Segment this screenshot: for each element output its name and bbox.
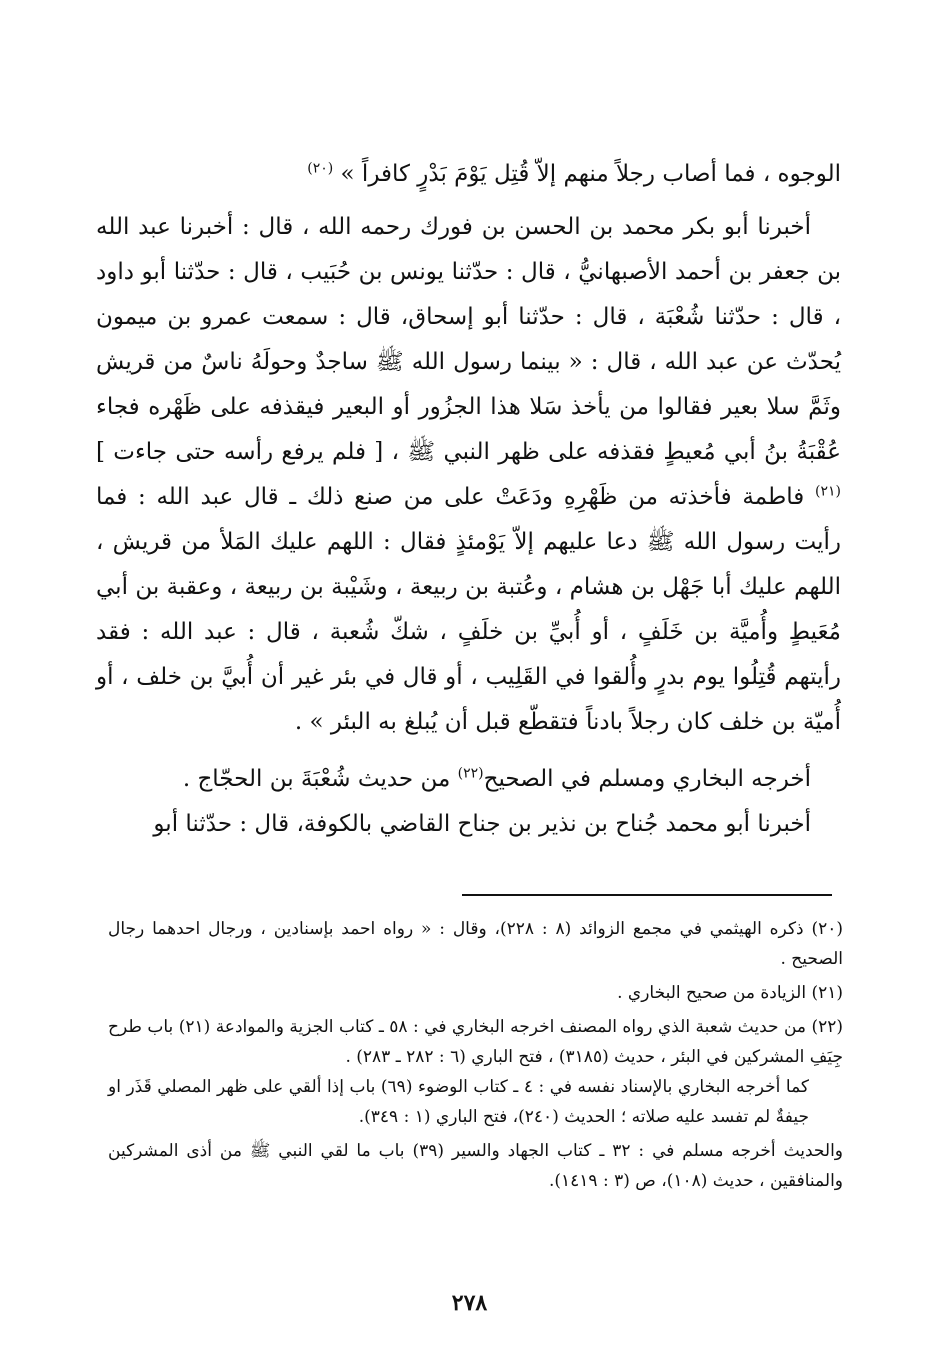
hadith-text-part-1: أخبرنا أبو بكر محمد بن الحسن بن فورك رحمه الله ، قال : أخبرنا عبد الله بن جعفر بن أحمد الأصبهانيُّ ، قال : حدّثنا يونس بن حُبَيب ، قال : حدّثنا أبو داود ، قال : حدّثنا شُعْبَة ، قال : حدّثنا أبو إسحاق، قال : سمعت عمرو بن ميمون يُحدّث عن عبد الله ، قال : « بينما رسول الله ﷺ ساجدٌ وحولَهُ ناسٌ من قريش وثَمَّ سلا بعير فقالوا من يأخذ سَلا هذا الجزُور أو البعير فيقذفه على ظَهْره فجاء عُقْبَةُ بنُ أبي مُعيطٍ فقذفه على ظهر النبي ﷺ ، [ فلم يرفع رأسه حتى جاءت ] [96,214,841,465]
footnote-22-muslim: والحديث أخرجه مسلم في : ٣٢ ـ كتاب الجهاد والسير (٣٩) باب ما لقي النبي ﷺ من أذى المشركين والمنافقين ، حديث (١٠٨)، ص (٣ : ١٤١٩). [108,1141,843,1191]
footnote-22: (٢٢) من حديث شعبة الذي رواه المصنف اخرجه البخاري في : ٥٨ ـ كتاب الجزية والموادعة (٢١) باب طرح جِيَفِ المشركين في البئر ، حديث (٣١٨٥) ، فتح الباري (٦ : ٢٨٢ ـ ٢٨٣) . [108,1017,843,1067]
footnote-20: (٢٠) ذكره الهيثمي في مجمع الزوائد (٨ : ٢٢٨)، وقال : « رواه احمد بإسنادين ، ورجال احدهما رجال الصحيح . [108,919,843,969]
footnote-22-continuation: كما أخرجه البخاري بالإسناد نفسه في : ٤ ـ كتاب الوضوء (٦٩) باب إذا ألقي على ظهر المصلي قَذَر او جيفةٌ لم تفسد عليه صلاته ؛ الحديث (٢٤٠)، فتح الباري (١ : ٣٤٩). [108,1077,809,1127]
footnote-ref-20: (٢٠) [307,160,334,177]
footnote-separator [462,894,832,896]
footnotes-block [108,914,843,1196]
main-text-block [96,152,841,847]
takhrij-text-part-2: من حديث شُعْبَةَ بن الحجّاج . [182,766,458,792]
continuation-text: الوجوه ، فما أصاب رجلاً منهم إلاّ قُتِل يَوْمَ بَدْرٍ كافراً » [340,161,841,187]
takhrij-paragraph [96,757,841,802]
continuation-line [96,152,841,197]
footnote-21: (٢١) الزيادة من صحيح البخاري . [617,983,843,1003]
footnote-ref-22: (٢٢) [457,765,484,782]
hadith-paragraph [96,205,841,745]
hadith-text-part-2: فاطمة فأخذته من ظَهْرِهِ ودَعَتْ على من صنع ذلك ـ قال عبد الله : فما رأيت رسول الله ﷺ دعا عليهم إلاّ يَوْمئذٍ فقال : اللهم عليك المَلأ من قريش ، اللهم عليك أبا جَهْل بن هشام ، وعُتبة بن ربيعة ، وشَيْبة بن ربيعة ، وعقبة بن أبي مُعَيطٍ وأُميَّة بن خَلَفٍ ، أو أُبيِّ بن خلَفٍ ، شكّ شُعبة ، قال : عبد الله : فقد رأيتهم قُتِلُوا يوم بدرٍ وأُلقوا في القَلِيب ، أو قال في بئر غير أن أُبيَّ بن خلف ، أو أُميّة بن خلف كان رجلاً بادناً فتقطّع قبل أن يُبلغ به البئر » . [96,484,841,735]
page-number: ٢٧٨ [451,1290,488,1316]
takhrij-text-part-1: أخرجه البخاري ومسلم في الصحيح [483,766,811,792]
footnote-ref-21: (٢١) [815,483,841,500]
next-isnad-paragraph: أخبرنا أبو محمد جُناح بن نذير بن جناح القاضي بالكوفة، قال : حدّثنا أبو [153,811,811,837]
